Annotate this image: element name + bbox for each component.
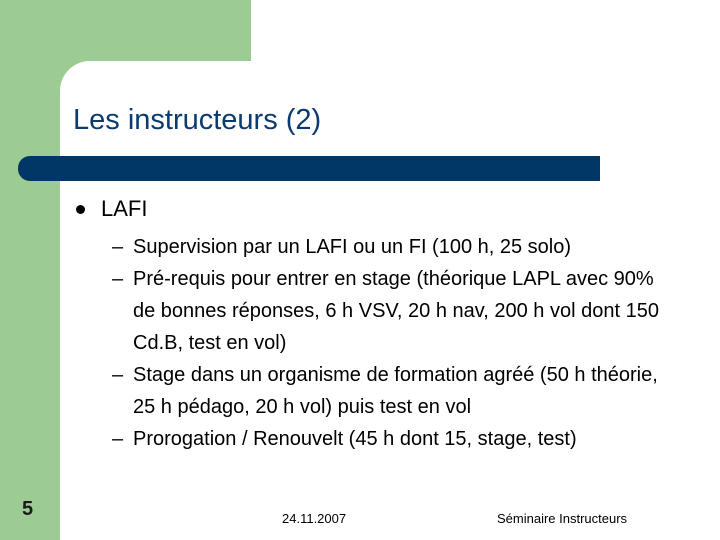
footer-date: 24.11.2007 (282, 511, 347, 526)
sub-bullet-list (112, 231, 672, 455)
sub-bullet-text: Supervision par un LAFI ou un FI (100 h, 25 solo) (133, 236, 572, 258)
main-bullet-text: LAFI (101, 196, 148, 221)
dash-icon: – (112, 364, 124, 386)
sub-bullet-item (112, 231, 672, 263)
dash-icon: – (112, 268, 124, 290)
sub-bullet-item (112, 359, 672, 423)
sub-bullet-text: Pré-requis pour entrer en stage (théorique LAPL avec 90% de bonnes réponses, 6 h VSV, 20 h nav, 200 h vol dont 150 Cd.B, test en vol) (133, 268, 659, 354)
footer-title: Séminaire Instructeurs (497, 511, 628, 526)
main-bullet (76, 196, 147, 222)
sub-bullet-item (112, 263, 672, 359)
sub-bullet-item (112, 423, 672, 455)
dash-icon: – (112, 428, 124, 450)
dash-icon: – (112, 236, 124, 258)
sub-bullet-text: Stage dans un organisme de formation agréé (50 h théorie, 25 h pédago, 20 h vol) puis test en vol (133, 364, 658, 418)
slide-title: Les instructeurs (2) (73, 104, 322, 136)
bullet-dot-icon (76, 205, 85, 214)
sub-bullet-text: Prorogation / Renouvelt (45 h dont 15, stage, test) (133, 428, 577, 450)
title-underline-bar (18, 156, 600, 181)
slide-number: 5 (22, 498, 34, 520)
